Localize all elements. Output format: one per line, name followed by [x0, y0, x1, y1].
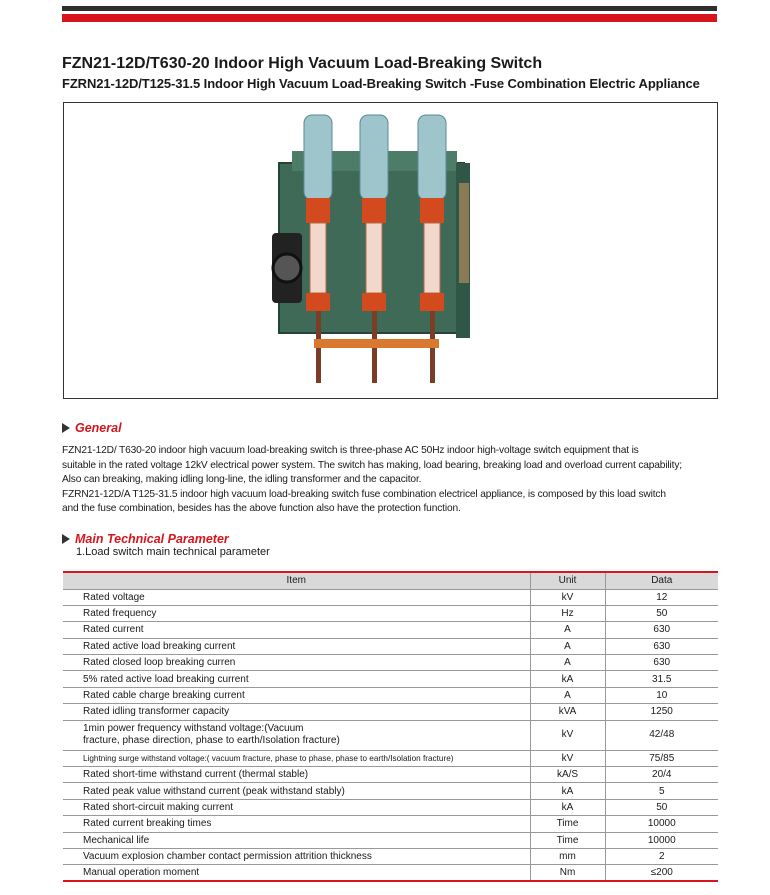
product-photo-frame	[63, 102, 718, 399]
item-cell: Rated peak value withstand current (peak withstand stably)	[63, 783, 530, 799]
load-break-switch-illustration	[64, 103, 719, 400]
column-header-item: Item	[63, 572, 530, 589]
item-line: fracture, phase direction, phase to earth/Isolation fracture)	[83, 735, 340, 747]
table-row	[63, 865, 718, 881]
general-line: FZN21-12D/ T630-20 indoor high vacuum load-breaking switch is three-phase AC 50Hz indoor high-voltage switch equipment that is	[62, 445, 639, 456]
unit-cell: Time	[530, 832, 605, 848]
column-header-unit: Unit	[530, 572, 605, 589]
table-row	[63, 783, 718, 799]
general-line: suitable in the rated voltage 12kV electrical power system. The switch has making, load bearing, breaking load and overload current capability;	[62, 459, 682, 471]
item-cell: Rated current breaking times	[63, 816, 530, 832]
unit-cell: Nm	[530, 865, 605, 881]
data-cell: 630	[605, 638, 718, 654]
data-cell: 630	[605, 655, 718, 671]
general-section-heading: General	[62, 421, 122, 435]
unit-cell: Time	[530, 816, 605, 832]
table-row	[63, 832, 718, 848]
unit-cell: A	[530, 622, 605, 638]
column-header-data: Data	[605, 572, 718, 589]
table-row	[63, 638, 718, 654]
item-cell: Rated closed loop breaking curren	[63, 655, 530, 671]
table-row	[63, 720, 718, 750]
unit-cell: kV	[530, 750, 605, 766]
item-cell: Manual operation moment	[63, 865, 530, 881]
item-cell: 5% rated active load breaking current	[63, 671, 530, 687]
data-cell: 1250	[605, 704, 718, 720]
item-cell: Rated cable charge breaking current	[63, 687, 530, 703]
data-cell: 42/48	[605, 720, 718, 750]
table-row	[63, 816, 718, 832]
unit-cell: A	[530, 638, 605, 654]
unit-cell: kA/S	[530, 767, 605, 783]
data-cell: 5	[605, 783, 718, 799]
unit-cell: kA	[530, 783, 605, 799]
parameter-table	[63, 571, 718, 882]
item-cell: Rated frequency	[63, 605, 530, 621]
item-cell: Rated active load breaking current	[63, 638, 530, 654]
unit-cell: A	[530, 655, 605, 671]
unit-cell: kVA	[530, 704, 605, 720]
general-line: and the fuse combination, besides has the above function also have the protection function.	[62, 503, 461, 515]
unit-cell: kV	[530, 589, 605, 605]
item-cell: Rated current	[63, 622, 530, 638]
data-cell: 20/4	[605, 767, 718, 783]
data-cell: 10000	[605, 832, 718, 848]
data-cell: 2	[605, 848, 718, 864]
page-title: FZN21-12D/T630-20 Indoor High Vacuum Load-Breaking Switch	[62, 55, 543, 72]
triangle-bullet-icon	[62, 423, 70, 433]
item-cell: Rated short-circuit making current	[63, 799, 530, 815]
table-row	[63, 605, 718, 621]
top-dark-stripe	[62, 6, 717, 11]
page-subtitle: FZRN21-12D/T125-31.5 Indoor High Vacuum Load-Breaking Switch -Fuse Combination Electric Appliance	[62, 76, 700, 91]
data-cell: 10000	[605, 816, 718, 832]
data-cell: 10	[605, 687, 718, 703]
item-cell: Vacuum explosion chamber contact permission attrition thickness	[63, 848, 530, 864]
general-description	[62, 444, 722, 517]
unit-cell: kA	[530, 799, 605, 815]
item-cell: Mechanical life	[63, 832, 530, 848]
data-cell: 12	[605, 589, 718, 605]
table-row	[63, 848, 718, 864]
general-line: FZRN21-12D/A T125-31.5 indoor high vacuum load-breaking switch fuse combination electricel appliance, is composed by this load switch	[62, 488, 666, 500]
table-row	[63, 622, 718, 638]
table-header-row	[63, 572, 718, 589]
parameter-section-heading: Main Technical Parameter	[62, 532, 229, 546]
item-cell	[63, 720, 530, 750]
unit-cell: A	[530, 687, 605, 703]
unit-cell: mm	[530, 848, 605, 864]
top-decorative-band	[62, 6, 717, 22]
item-cell: Lightning surge withstand voltage:( vacuum fracture, phase to phase, phase to earth/Isolation fracture)	[63, 750, 530, 766]
table-row	[63, 750, 718, 766]
data-cell: ≤200	[605, 865, 718, 881]
parameter-subheading: 1.Load switch main technical parameter	[76, 546, 270, 558]
table-row	[63, 589, 718, 605]
unit-cell: kV	[530, 720, 605, 750]
item-line: 1min power frequency withstand voltage:(Vacuum	[83, 723, 304, 735]
table-row	[63, 799, 718, 815]
table-row	[63, 671, 718, 687]
top-red-stripe	[62, 14, 717, 22]
unit-cell: Hz	[530, 605, 605, 621]
data-cell: 50	[605, 605, 718, 621]
data-cell: 630	[605, 622, 718, 638]
unit-cell: kA	[530, 671, 605, 687]
general-line: Also can breaking, making idling long-line, the idling transformer and the capacitor.	[62, 474, 422, 486]
item-cell: Rated voltage	[63, 589, 530, 605]
table-row	[63, 687, 718, 703]
item-cell: Rated short-time withstand current (thermal stable)	[63, 767, 530, 783]
table-row	[63, 704, 718, 720]
triangle-bullet-icon	[62, 534, 70, 544]
data-cell: 50	[605, 799, 718, 815]
table-row	[63, 767, 718, 783]
data-cell: 75/85	[605, 750, 718, 766]
table-row	[63, 655, 718, 671]
data-cell: 31.5	[605, 671, 718, 687]
item-cell: Rated idling transformer capacity	[63, 704, 530, 720]
